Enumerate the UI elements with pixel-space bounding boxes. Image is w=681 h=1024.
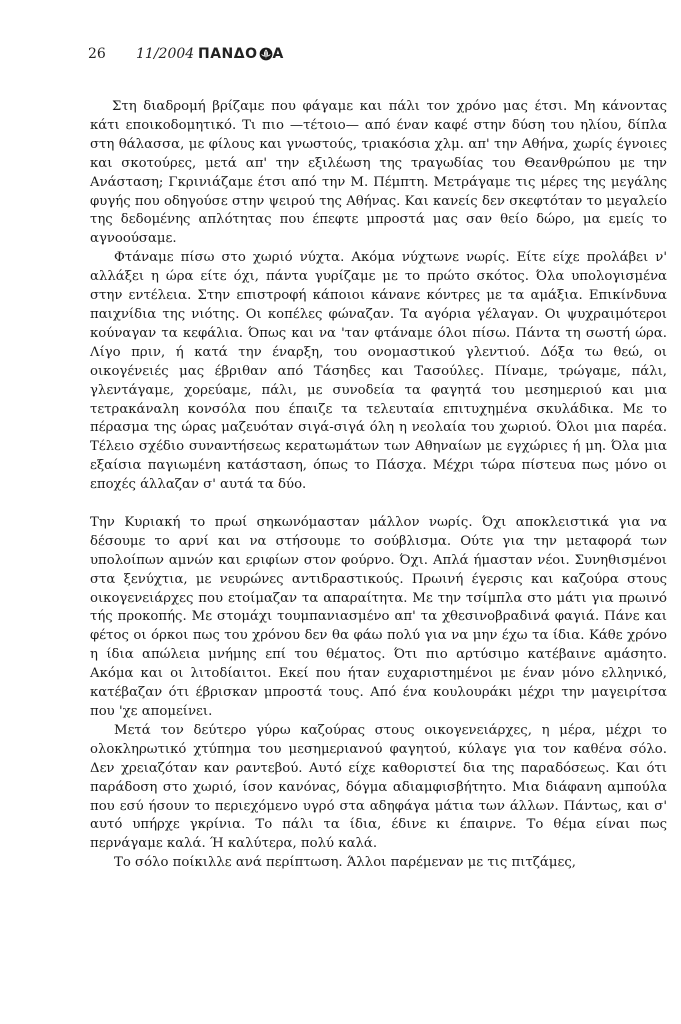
- paragraph: Στη διαδρομή βρίζαμε που φάγαμε και πάλι τον χρόνο μας έτσι. Μη κάνοντας κάτι εποικοδομητικό. Τι πιο —τέτοιο— από έναν καφέ στην δύση του ηλίου, δίπλα στη θάλασσα, με φίλους και γνωστούς, τριακόσια χλμ. απ' την Αθήνα, χωρίς έγνοιες και σκοτούρες, μετά απ' την εξιλέωση της τραγωδίας του Θεανθρώπου με την Ανάσταση; Γκρινιάζαμε έτσι από την Μ. Πέμπτη. Μετράγαμε τις μέρες της μεγάλης φυγής που οδηγούσε στην ψειρού της Αθήνας. Και κανείς δεν σκεφτόταν το μεγαλείο της δεδομένης απλότητας που έπεφτε μπροστά μας σαν θείο δώρο, μα εμείς το αγνοούσαμε.: [90, 99, 667, 247]
- running-header: [88, 44, 284, 64]
- page-number: 26: [88, 46, 106, 62]
- magazine-logo-suffix: Α: [272, 46, 284, 62]
- issue-date: 11/2004: [136, 46, 195, 62]
- paragraph: Την Κυριακή το πρωί σηκωνόμασταν μάλλον νωρίς. Όχι αποκλειστικά για να δέσουμε το αρνί και να στήσουμε το σούβλισμα. Ούτε για την μεταφορά των υπολοίπων αμνών και εριφίων στον φούρνο. Όχι. Απλά ήμασταν νέοι. Συνηθισμένοι στα ξενύχτια, με νευρώνες αντιδραστικούς. Πρωινή έγερσις και καζούρα στους οικογενειάρχες που ετοίμαζαν τα απαραίτητα. Με την τσίμπλα στο μάτι για πρωινό τής προκοπής. Με στομάχι τουμπανιασμένο απ' τα χθεσινοβραδινά φαγιά. Πάνε και φέτος οι όρκοι πως του χρόνου δεν θα φάω πολύ για να μην έχω τα ίδια. Κάθε χρόνο η ίδια απώλεια μνήμης επί του θέματος. Ότι πιο αρτύσιμο κατέβαινε αμάσητο. Ακόμα και οι λιτοδίαιτοι. Εκεί που ήταν ευχαριστημένοι με έναν μόνο ελληνικό, κατέβαζαν ότι έβρισκαν μπροστά τους. Από ένα κουλουράκι μέχρι την μαγειρίτσα που 'χε απομείνει.: [90, 514, 667, 719]
- paragraph: Το σόλο ποίκιλλε ανά περίπτωση. Άλλοι παρέμεναν με τις πιτζάμες,: [114, 855, 576, 871]
- paragraph: Φτάναμε πίσω στο χωριό νύχτα. Ακόμα νύχτωνε νωρίς. Είτε είχε προλάβει ν' αλλάξει η ώρα είτε όχι, πάντα γυρίζαμε με το πρώτο σκότος. Όλα υπολογισμένα στην εντέλεια. Στην επιστροφή κάποιοι κάνανε κόντρες με τα αμάξια. Επικίνδυνα παιχνίδια της νιότης. Οι κοπέλες φώναζαν. Τα αγόρια γέλαγαν. Οι ψυχραιμότεροι κούναγαν τα κεφάλια. Όπως και να 'ταν φτάναμε όλοι πίσω. Πάντα τη σωστή ώρα. Λίγο πριν, ή κατά την έναρξη, του ονομαστικού γλεντιού. Δόξα τω θεώ, οι οικογένειές μας έβριθαν από Τάσηδες και Τασούλες. Πίναμε, τρώγαμε, πάλι, γλεντάγαμε, χορεύαμε, πάλι, με συνοδεία τα φαγητά του μεσημεριού και μια τετρακάναλη κονσόλα που έπαιζε τα τελευταία επιτυχημένα σκυλάδικα. Με το πέρασμα της ώρας μαζευόταν σιγά-σιγά όλη η νεολαία του χωριού. Όλοι μια παρέα. Τέλειο σχέδιο συναντήσεως κερατωμάτων των Αθηναίων με εγχώριες ή μη. Όλα μια εξαίσια παγιωμένη κατάσταση, όπως το Πάσχα. Μέχρι τώρα πίστευα πως μόνο οι εποχές άλλαζαν σ' αυτά τα δύο.: [90, 250, 667, 493]
- paragraph: Μετά τον δεύτερο γύρω καζούρας στους οικογενειάρχες, η μέρα, μέχρι το ολοκληρωτικό χτύπημα του μεσημεριανού φαγητού, κύλαγε για τον καθένα σόλο. Δεν χρειαζόταν καν ραντεβού. Αυτό είχε καθοριστεί δια της παραδόσεως. Και ότι παράδοση στο χωριό, ίσον κανόνας, δόγμα αδιαμφισβήτητο. Μια διάφανη αμπούλα που εσύ ήσουν το περιεχόμενο υγρό στα αδηφάγα μάτια των άλλων. Πάντως, και σ' αυτό υπήρχε γκρίνια. Το πάλι τα ίδια, έδινε κι έπαιρνε. Το θέμα είναι πως περνάγαμε καλά. Ή καλύτερα, πολύ καλά.: [90, 722, 667, 852]
- magazine-logo: [198, 46, 284, 62]
- article-body: [90, 98, 667, 873]
- magazine-logo-prefix: ΠΑΝΔΟ: [198, 46, 258, 62]
- pandora-logo-emblem-icon: [259, 47, 273, 61]
